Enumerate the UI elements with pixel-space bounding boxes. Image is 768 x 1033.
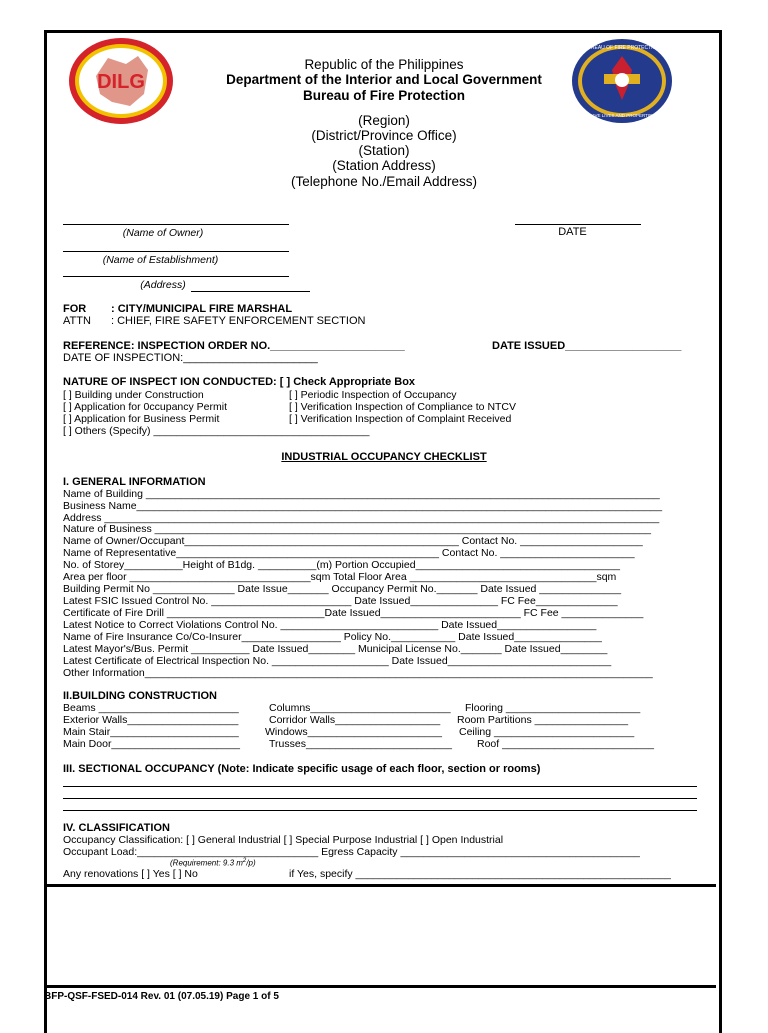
exterior-walls-field[interactable]: Exterior Walls___________________ [63,714,239,726]
bfp-logo-ring-text: BUREAU OF FIRE PROTECTION [583,45,661,51]
station-address-line: (Station Address) [332,158,436,173]
nature-option-complaint[interactable]: [ ] Verification Inspection of Complaint Received [289,413,512,425]
address-field[interactable]: Address _______________________________________________________________________________________________ [63,512,660,524]
nature-option-business-permit[interactable]: [ ] Application for Business Permit [63,413,220,425]
sectional-line-1[interactable] [63,786,697,787]
floor-area-field[interactable]: Area per floor _______________________________sqm Total Floor Area ________________________________sqm [63,571,617,583]
bfp-logo [570,38,674,124]
storey-height-field[interactable]: No. of Storey__________Height of B1dg. __________(m) Portion Occupied___________________________________ [63,559,620,571]
representative-field[interactable]: Name of Representative_____________________________________________ Contact No. _______________________ [63,547,635,559]
sectional-title: III. SECTIONAL OCCUPANCY (Note: Indicate specific usage of each floor, section or rooms) [63,763,541,775]
occupancy-classification-options[interactable]: Occupancy Classification: [ ] General Industrial [ ] Special Purpose Industrial [ ] Open Industrial [63,834,504,846]
electrical-inspection-field[interactable]: Latest Certificate of Electrical Inspection No. ____________________ Date Issued____________________________ [63,655,612,667]
notice-to-correct-field[interactable]: Latest Notice to Correct Violations Control No. ___________________________ Date Issued_________________ [63,619,597,631]
fire-insurance-field[interactable]: Name of Fire Insurance Co/Co-Insurer_________________ Policy No.___________ Date Issued_______________ [63,631,602,643]
corridor-walls-field[interactable]: Corridor Walls__________________ [269,714,441,726]
form-bottom-rule [44,884,716,887]
telephone-line: (Telephone No./Email Address) [290,174,478,189]
address-label: (Address) [140,279,186,291]
roof-field[interactable]: Roof __________________________ [477,738,654,750]
nature-option-others[interactable]: [ ] Others (Specify) _____________________________________ [63,425,370,437]
sectional-line-2[interactable] [63,798,697,799]
nature-option-ntcv[interactable]: [ ] Verification Inspection of Compliance to NTCV [289,401,517,413]
fire-drill-field[interactable]: Certificate of Fire Drill ___________________________Date Issued________________________ FC Fee ______________ [63,607,644,619]
nature-title: NATURE OF INSPECT ION CONDUCTED: [ ] Check Appropriate Box [63,376,416,388]
country-name: Republic of the Philippines [304,57,464,72]
attn-value: : CHIEF, FIRE SAFETY ENFORCEMENT SECTION [111,315,366,327]
business-name-field[interactable]: Business Name__________________________________________________________________________________________ [63,500,663,512]
owner-occupant-field[interactable]: Name of Owner/Occupant_______________________________________________ Contact No. _____________________ [63,535,643,547]
sectional-line-3[interactable] [63,810,697,811]
department-name: Department of the Interior and Local Government [226,72,542,87]
windows-field[interactable]: Windows_______________________ [265,726,442,738]
dilg-logo [66,36,176,126]
address-line-2 [191,291,310,292]
nature-option-construction[interactable]: [ ] Building under Construction [63,389,204,401]
classification-title: IV. CLASSIFICATION [63,822,170,834]
building-permit-field[interactable]: Building Permit No ______________ Date Issue_______ Occupancy Permit No._______ Date Issued ______________ [63,583,622,595]
establishment-label: (Name of Establishment) [102,254,219,266]
region-line: (Region) [358,113,410,128]
attn-label: ATTN [63,315,91,327]
district-line: (District/Province Office) [311,128,457,143]
renovations-options[interactable]: Any renovations [ ] Yes [ ] No [63,868,198,880]
general-info-title: I. GENERAL INFORMATION [63,476,206,488]
owner-label: (Name of Owner) [122,227,204,239]
date-label: DATE [558,226,587,238]
bureau-name: Bureau of Fire Protection [302,88,466,103]
nature-option-occupancy-permit[interactable]: [ ] Application for 0ccupancy Permit [63,401,227,413]
main-door-field[interactable]: Main Door______________________ [63,738,240,750]
main-stair-field[interactable]: Main Stair______________________ [63,726,239,738]
date-line [515,224,641,225]
flooring-field[interactable]: Flooring _______________________ [465,702,641,714]
footer-top-rule [44,985,716,988]
fsic-field[interactable]: Latest FSIC Issued Control No. ________________________ Date Issued_______________ FC Fee______________ [63,595,618,607]
room-partitions-field[interactable]: Room Partitions ________________ [457,714,629,726]
nature-of-business-field[interactable]: Nature of Business _____________________________________________________________________________________ [63,523,651,535]
address-line [63,276,289,277]
date-issued-field[interactable]: DATE ISSUED___________________ [492,340,682,352]
footer-form-code: BFP-QSF-FSED-014 Rev. 01 (07.05.19) Page 1 of 5 [44,991,279,1002]
inspection-order-field[interactable]: REFERENCE: INSPECTION ORDER NO.______________________ [63,340,405,352]
bfp-logo-bottom-text: SAVE LIVES AND PROPERTIES [588,113,656,118]
for-label: FOR [63,303,87,315]
nature-option-periodic[interactable]: [ ] Periodic Inspection of Occupancy [289,389,457,401]
construction-title: II.BUILDING CONSTRUCTION [63,690,217,702]
ceiling-field[interactable]: Ceiling ________________________ [459,726,635,738]
renovations-specify-field[interactable]: if Yes, specify ______________________________________________________ [289,868,671,880]
dilg-logo-text: DILG [97,71,145,93]
date-of-inspection-field[interactable]: DATE OF INSPECTION:______________________ [63,352,318,364]
trusses-field[interactable]: Trusses_________________________ [269,738,452,750]
requirement-note: (Requirement: 9.3 $m^2/p$) [170,858,256,868]
owner-line [63,224,289,225]
station-line: (Station) [358,143,410,158]
establishment-line [63,251,289,252]
checklist-title: INDUSTRIAL OCCUPANCY CHECKLIST [281,451,487,463]
for-value: : CITY/MUNICIPAL FIRE MARSHAL [111,303,293,315]
beams-field[interactable]: Beams ________________________ [63,702,239,714]
columns-field[interactable]: Columns________________________ [269,702,451,714]
occupant-load-field[interactable]: Occupant Load:_______________________________ Egress Capacity _________________________________________ [63,846,640,858]
other-information-field[interactable]: Other Information_______________________________________________________________________________________ [63,667,653,679]
mayors-permit-field[interactable]: Latest Mayor's/Bus. Permit __________ Date Issued________ Municipal License No._______ Date Issued________ [63,643,608,655]
name-of-building-field[interactable]: Name of Building ________________________________________________________________________________________ [63,488,660,500]
